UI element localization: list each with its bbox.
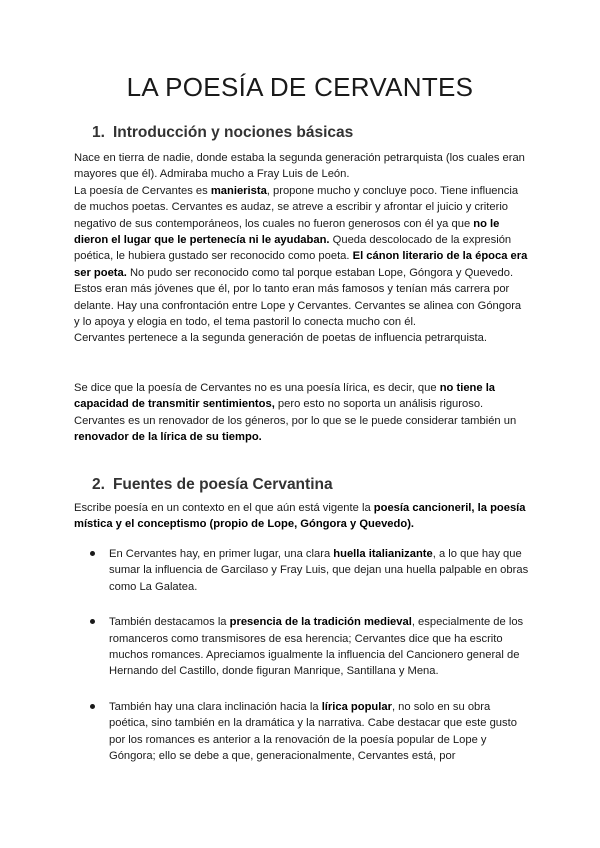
intro-last-line: Cervantes pertenece a la segunda generación de poetas de influencia petrarquista. bbox=[74, 332, 487, 345]
list-item bbox=[90, 546, 530, 595]
lirica-body bbox=[74, 380, 529, 446]
bold-phrase-poesia-cancioneril: poesía cancioneril, la poesía mística y el conceptismo (propio de Lope, Góngora y Quevedo). bbox=[74, 502, 526, 531]
bullet-icon bbox=[90, 551, 95, 556]
fuentes-intro-paragraph bbox=[74, 500, 529, 533]
section-number: 1. bbox=[92, 124, 105, 141]
bold-phrase-sentimientos: no tiene la capacidad de transmitir sentimientos, bbox=[74, 382, 496, 411]
intro-body bbox=[74, 183, 529, 331]
fuentes-intro-body bbox=[74, 500, 529, 533]
text-run: Se dice que la poesía de Cervantes no es una poesía lírica, es decir, que bbox=[74, 382, 440, 394]
text-run: , especialmente de los romanceros como transmisores de esa herencia; Cervantes dice que ha escrito muchos romances. Apreciamos igualmente la influencia del Cancionero general de Hernando del Castillo, donde figuran Manrique, Santillana y Mena. bbox=[109, 616, 524, 678]
text-run: pero esto no soporta un análisis riguroso. Cervantes es un renovador de los géneros, por lo que se le puede considerar también un bbox=[74, 398, 517, 427]
text-run: También hay una clara inclinación hacia la bbox=[109, 700, 322, 713]
text-run: La poesía de Cervantes es bbox=[74, 184, 211, 197]
lirica-paragraph bbox=[74, 380, 529, 446]
text-run: Escribe poesía en un contexto en el que aún está vigente la bbox=[74, 502, 374, 514]
text-run: No pudo ser reconocido como tal porque estaban Lope, Góngora y Quevedo. Estos eran más jóvenes que él, por lo tanto eran más famosos y tenían más carrera por delante. Hay una confrontación entre Lope y Cervantes. Cervantes se alinea con Góngora y lo apoya y elogia en todo, el tema pastoril lo conecta mucho con él. bbox=[74, 266, 522, 329]
section-heading-introduccion bbox=[92, 124, 353, 142]
section-number: 2. bbox=[92, 476, 105, 493]
bold-phrase-canon: El cánon literario de la época era ser poeta. bbox=[74, 250, 528, 279]
page-title: LA POESÍA DE CERVANTES bbox=[126, 72, 474, 102]
section-title: Introducción y nociones básicas bbox=[112, 124, 354, 141]
text-run: En Cervantes hay, en primer lugar, una clara bbox=[109, 548, 334, 560]
bold-term: presencia de la tradición medieval bbox=[229, 616, 412, 629]
bold-phrase-renovador: renovador de la lírica de su tiempo. bbox=[74, 431, 262, 444]
list-item bbox=[90, 699, 530, 765]
intro-paragraph bbox=[74, 150, 529, 347]
fuentes-bullet-list bbox=[90, 546, 530, 783]
text-run: , no solo en su obra poética, sino también en la dramática y la narrativa. Cabe destacar que este gusto por los romances es anterior a la renovación de la poesía popular de Lope y Góngora; ello se debe a que, generacionalmente, Cervantes está, por bbox=[109, 700, 517, 763]
section-title: Fuentes de poesía Cervantina bbox=[112, 476, 333, 493]
section-heading-fuentes bbox=[92, 476, 333, 494]
bold-term: lírica popular bbox=[321, 700, 392, 713]
list-item bbox=[90, 614, 530, 680]
bold-phrase-lugar: no le dieron el lugar que le pertenecía ni le ayudaban. bbox=[74, 217, 500, 247]
bullet-icon bbox=[90, 704, 95, 709]
text-run: También destacamos la bbox=[109, 616, 230, 629]
bold-term-manierista: manierista bbox=[210, 184, 267, 197]
bold-term: huella italianizante bbox=[333, 548, 433, 560]
intro-line-1: Nace en tierra de nadie, donde estaba la segunda generación petrarquista (los cuales eran mayores que él). Admiraba mucho a Fray Luis de León. bbox=[74, 152, 525, 181]
bullet-icon bbox=[90, 619, 95, 624]
text-run: Queda descolocado de la expresión poética, le hubiera gustado ser reconocido como poeta. bbox=[74, 234, 512, 263]
text-run: , a lo que hay que sumar la influencia de Garcilaso y Fray Luis, que dejan una huella palpable en obras como La Galatea. bbox=[109, 548, 529, 593]
text-run: , propone mucho y concluye poco. Tiene influencia de muchos poetas. Cervantes es audaz, se atreve a escribir y afrontar el juicio y criterio negativo de sus contemporáneos, los cuales no fueron generosos con él ya que bbox=[74, 184, 519, 230]
